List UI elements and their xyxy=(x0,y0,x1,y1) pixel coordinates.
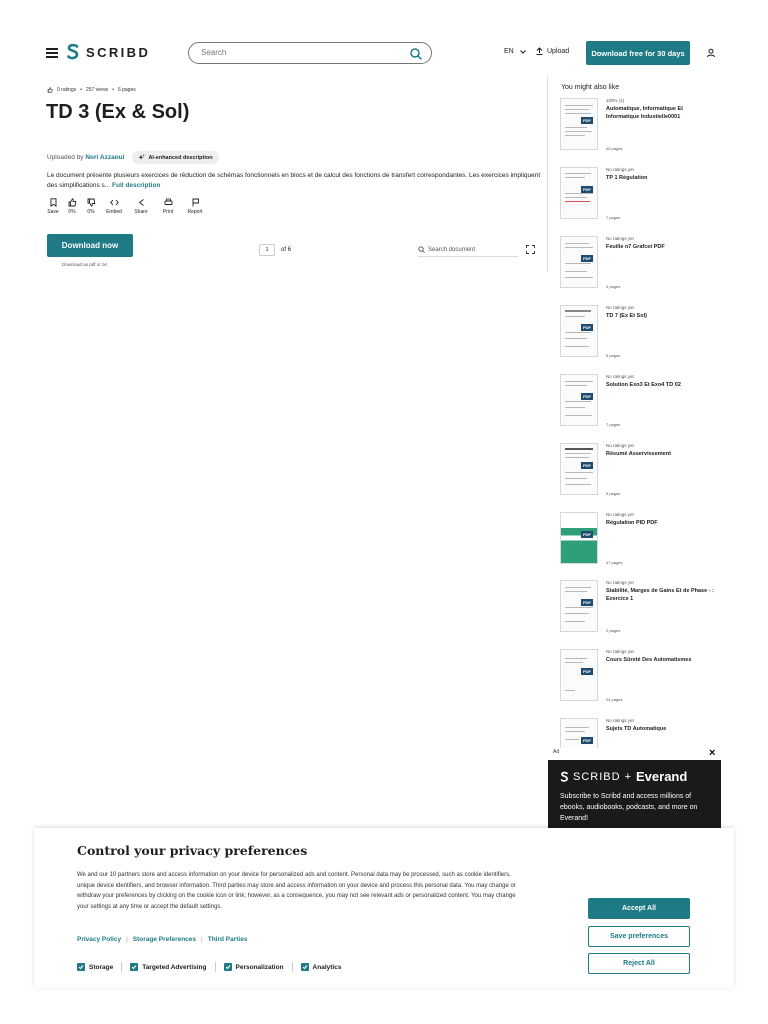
document-search-placeholder: Search document xyxy=(428,246,476,253)
doc-meta xyxy=(47,87,136,93)
search-bar[interactable] xyxy=(188,42,432,64)
meta-dot: • xyxy=(112,87,114,93)
related-pages: 47 pages xyxy=(606,560,623,565)
ai-badge-label: AI-enhanced description xyxy=(148,154,213,161)
related-rating: 100% (1) xyxy=(606,98,625,103)
upload-label: Upload xyxy=(547,47,570,55)
related-title-text: Cours Sûreté Des Automatismes xyxy=(606,657,692,663)
related-pages: 2 pages xyxy=(606,628,621,633)
print-button[interactable] xyxy=(158,198,178,215)
checkbox-label: Targeted Advertising xyxy=(142,963,207,971)
related-item[interactable] xyxy=(560,305,720,367)
related-item[interactable] xyxy=(560,98,720,160)
pdf-badge: PDF xyxy=(583,738,591,743)
pdf-badge: PDF xyxy=(583,600,591,605)
ad-text: Subscribe to Scribd and access millions of ebooks, audiobooks, podcasts, and more on Everand! xyxy=(560,793,698,822)
report-label: Report xyxy=(187,209,203,215)
code-icon xyxy=(110,198,119,207)
document-thumbnail xyxy=(560,305,598,357)
save-label: Save xyxy=(47,209,59,215)
user-account-button[interactable] xyxy=(700,42,722,64)
related-title-text: Automatique, Informatique Et Informatique Industielle0001 xyxy=(606,106,683,120)
related-title-text: Feuille n7 Grafcet PDF xyxy=(606,244,665,250)
share-button[interactable] xyxy=(131,198,151,215)
search-icon[interactable] xyxy=(409,47,423,61)
related-item[interactable] xyxy=(560,718,720,748)
checkbox-label: Storage xyxy=(89,963,114,971)
link-separator: | xyxy=(201,936,203,943)
related-pages: 5 pages xyxy=(606,353,621,358)
save-button[interactable] xyxy=(47,198,59,215)
related-rating: No ratings yet xyxy=(606,167,634,172)
related-rating: No ratings yet xyxy=(606,718,634,723)
divider xyxy=(215,962,216,972)
ratings-count: 0 ratings xyxy=(57,87,77,93)
privacy-title: Control your privacy preferences xyxy=(77,843,308,858)
related-rating: No ratings yet xyxy=(606,443,634,448)
checkbox-checked-icon xyxy=(130,963,138,971)
checkbox-label: Analytics xyxy=(312,963,342,971)
like-button[interactable] xyxy=(66,198,78,215)
report-button[interactable] xyxy=(185,198,205,215)
pdf-badge: PDF xyxy=(583,532,591,537)
privacy-checkboxes xyxy=(77,962,341,972)
related-title-text: Stabilité, Marges de Gains Et de Phase - : Exercice 1 xyxy=(606,588,714,602)
ad-label: Ad xyxy=(553,749,560,755)
pdf-badge: PDF xyxy=(583,256,591,261)
document-thumbnail xyxy=(560,718,598,748)
like-percent: 0% xyxy=(68,209,76,215)
uploader-line xyxy=(47,151,219,164)
storage-preferences-link[interactable]: Storage Preferences xyxy=(132,936,197,943)
flag-icon xyxy=(191,198,200,207)
language-selector[interactable] xyxy=(504,48,526,55)
print-label: Print xyxy=(162,209,174,215)
reject-all-button[interactable]: Reject All xyxy=(588,953,690,974)
upload-button[interactable] xyxy=(536,47,569,55)
thumbs-up-icon xyxy=(47,87,53,93)
analytics-checkbox[interactable] xyxy=(301,962,342,972)
related-item[interactable] xyxy=(560,649,720,711)
scribd-logo-icon xyxy=(560,771,569,783)
pdf-badge: PDF xyxy=(583,394,591,399)
document-thumbnail xyxy=(560,512,598,564)
embed-label: Embed xyxy=(106,209,122,215)
divider xyxy=(121,962,122,972)
document-actions xyxy=(47,198,205,215)
storage-checkbox[interactable] xyxy=(77,962,122,972)
ad-close-button[interactable]: × xyxy=(709,747,716,759)
related-item[interactable] xyxy=(560,236,720,298)
link-separator: | xyxy=(126,936,128,943)
ad-brand xyxy=(560,769,687,784)
sparkle-icon xyxy=(138,154,145,161)
share-icon xyxy=(137,198,146,207)
document-thumbnail xyxy=(560,236,598,288)
related-rating: No ratings yet xyxy=(606,580,634,585)
download-note: Download as pdf or txt xyxy=(62,262,107,267)
pdf-badge: PDF xyxy=(583,669,591,674)
pdf-badge: PDF xyxy=(583,187,591,192)
checkbox-checked-icon xyxy=(77,963,85,971)
menu-icon[interactable] xyxy=(46,48,58,58)
related-rating: No ratings yet xyxy=(606,649,634,654)
personalization-checkbox[interactable] xyxy=(224,962,293,972)
dislike-button[interactable] xyxy=(85,198,97,215)
ad-brand-plus: + xyxy=(624,770,632,783)
checkbox-label: Personalization xyxy=(235,963,284,971)
targeted-advertising-checkbox[interactable] xyxy=(130,962,215,972)
related-title-text: Résumé Asservissement xyxy=(606,451,671,457)
language-label: EN xyxy=(504,48,514,55)
related-item[interactable] xyxy=(560,580,720,642)
dislike-percent: 0% xyxy=(87,209,95,215)
third-parties-link[interactable]: Third Parties xyxy=(207,936,248,943)
privacy-links xyxy=(77,936,247,943)
related-title-text: TP 1 Régulation xyxy=(606,175,648,181)
document-description xyxy=(47,171,547,191)
related-title-text: Solution Exo3 Et Exo4 TD 02 xyxy=(606,382,681,388)
document-thumbnail xyxy=(560,649,598,701)
related-rating: No ratings yet xyxy=(606,305,634,310)
user-icon xyxy=(706,48,716,58)
pdf-badge: PDF xyxy=(583,325,591,330)
download-free-button[interactable]: Download free for 30 days xyxy=(586,41,690,65)
everand-ad[interactable] xyxy=(548,760,721,828)
related-item[interactable] xyxy=(560,374,720,436)
search-icon xyxy=(418,246,425,253)
scribd-logo-icon xyxy=(66,43,80,61)
related-item[interactable] xyxy=(560,512,720,574)
ad-brand-everand: Everand xyxy=(636,769,688,784)
upload-icon xyxy=(536,47,543,55)
thumbs-down-icon xyxy=(87,198,96,207)
checkbox-checked-icon xyxy=(224,963,232,971)
ai-description-badge[interactable] xyxy=(132,151,218,164)
related-item[interactable] xyxy=(560,167,720,229)
document-thumbnail xyxy=(560,580,598,632)
related-rating: No ratings yet xyxy=(606,512,634,517)
ad-brand-scribd: SCRIBD xyxy=(573,770,621,783)
page-number-input[interactable]: 1 xyxy=(259,244,275,256)
pages-count: 6 pages xyxy=(117,87,136,93)
fullscreen-icon[interactable] xyxy=(526,245,535,254)
scribd-logo[interactable] xyxy=(66,43,150,61)
full-description-link[interactable]: Full description xyxy=(112,182,161,189)
checkbox-checked-icon xyxy=(301,963,309,971)
share-label: Share xyxy=(134,209,148,215)
related-title-text: TD 7 (Ex Et Sol) xyxy=(606,313,647,319)
related-pages: 7 pages xyxy=(606,422,621,427)
pdf-badge: PDF xyxy=(583,463,591,468)
related-pages: 5 pages xyxy=(606,491,621,496)
related-title-text: Sujets TD Automatique xyxy=(606,726,667,732)
column-divider xyxy=(547,76,548,272)
download-now-button[interactable]: Download now xyxy=(47,234,133,257)
related-pages: 7 pages xyxy=(606,215,621,220)
related-pages: 45 pages xyxy=(606,146,623,151)
description-text: Le document présente plusieurs exercices de réduction de schémas fonctionnels en blocs et de calcul des fonctions de transfert correspondantes. Les exercices impliquent des simplifications s... xyxy=(47,172,541,189)
meta-dot: • xyxy=(80,87,82,93)
related-pages: 24 pages xyxy=(606,697,623,702)
thumbs-up-icon xyxy=(68,198,77,207)
document-thumbnail xyxy=(560,98,598,150)
page-navigator xyxy=(259,244,291,256)
document-thumbnail xyxy=(560,374,598,426)
privacy-policy-link[interactable]: Privacy Policy xyxy=(77,936,122,943)
divider xyxy=(292,962,293,972)
document-title: TD 3 (Ex & Sol) xyxy=(46,101,190,123)
related-rating: No ratings yet xyxy=(606,374,634,379)
related-title: You might also like xyxy=(561,84,620,91)
embed-button[interactable] xyxy=(104,198,124,215)
uploaded-by-prefix: Uploaded by xyxy=(47,154,84,161)
privacy-banner xyxy=(34,828,734,988)
privacy-body: We and our 10 partners store and access information on your device for personalized ads and content. Personal data may be processed, such as cookie identifiers, unique device identifiers, and browser information. Third parties may store and access information on your device and process this personal data. You may change or withdraw your preferences by clicking on the cookie icon or link; however, as a consequence, you may not see relevant ads or personalized content. You may change your settings at any time or accept the default settings. xyxy=(77,872,516,910)
related-item[interactable] xyxy=(560,443,720,505)
related-pages: 4 pages xyxy=(606,284,621,289)
related-rating: No ratings yet xyxy=(606,236,634,241)
document-thumbnail xyxy=(560,167,598,219)
bookmark-icon xyxy=(49,198,58,207)
views-count: 257 views xyxy=(85,87,109,93)
document-search[interactable] xyxy=(418,243,518,257)
search-input[interactable] xyxy=(201,48,401,57)
pdf-badge: PDF xyxy=(583,118,591,123)
document-thumbnail xyxy=(560,443,598,495)
top-header xyxy=(36,36,732,70)
save-preferences-button[interactable]: Save preferences xyxy=(588,926,690,947)
accept-all-button[interactable]: Accept All xyxy=(588,898,690,919)
related-title-text: Régulation PID PDF xyxy=(606,520,658,526)
uploader-link[interactable]: Nori Azzaoui xyxy=(85,154,125,161)
page-total: of 6 xyxy=(281,247,292,253)
chevron-down-icon xyxy=(520,50,526,54)
printer-icon xyxy=(164,198,173,207)
logo-text: SCRIBD xyxy=(86,44,151,60)
